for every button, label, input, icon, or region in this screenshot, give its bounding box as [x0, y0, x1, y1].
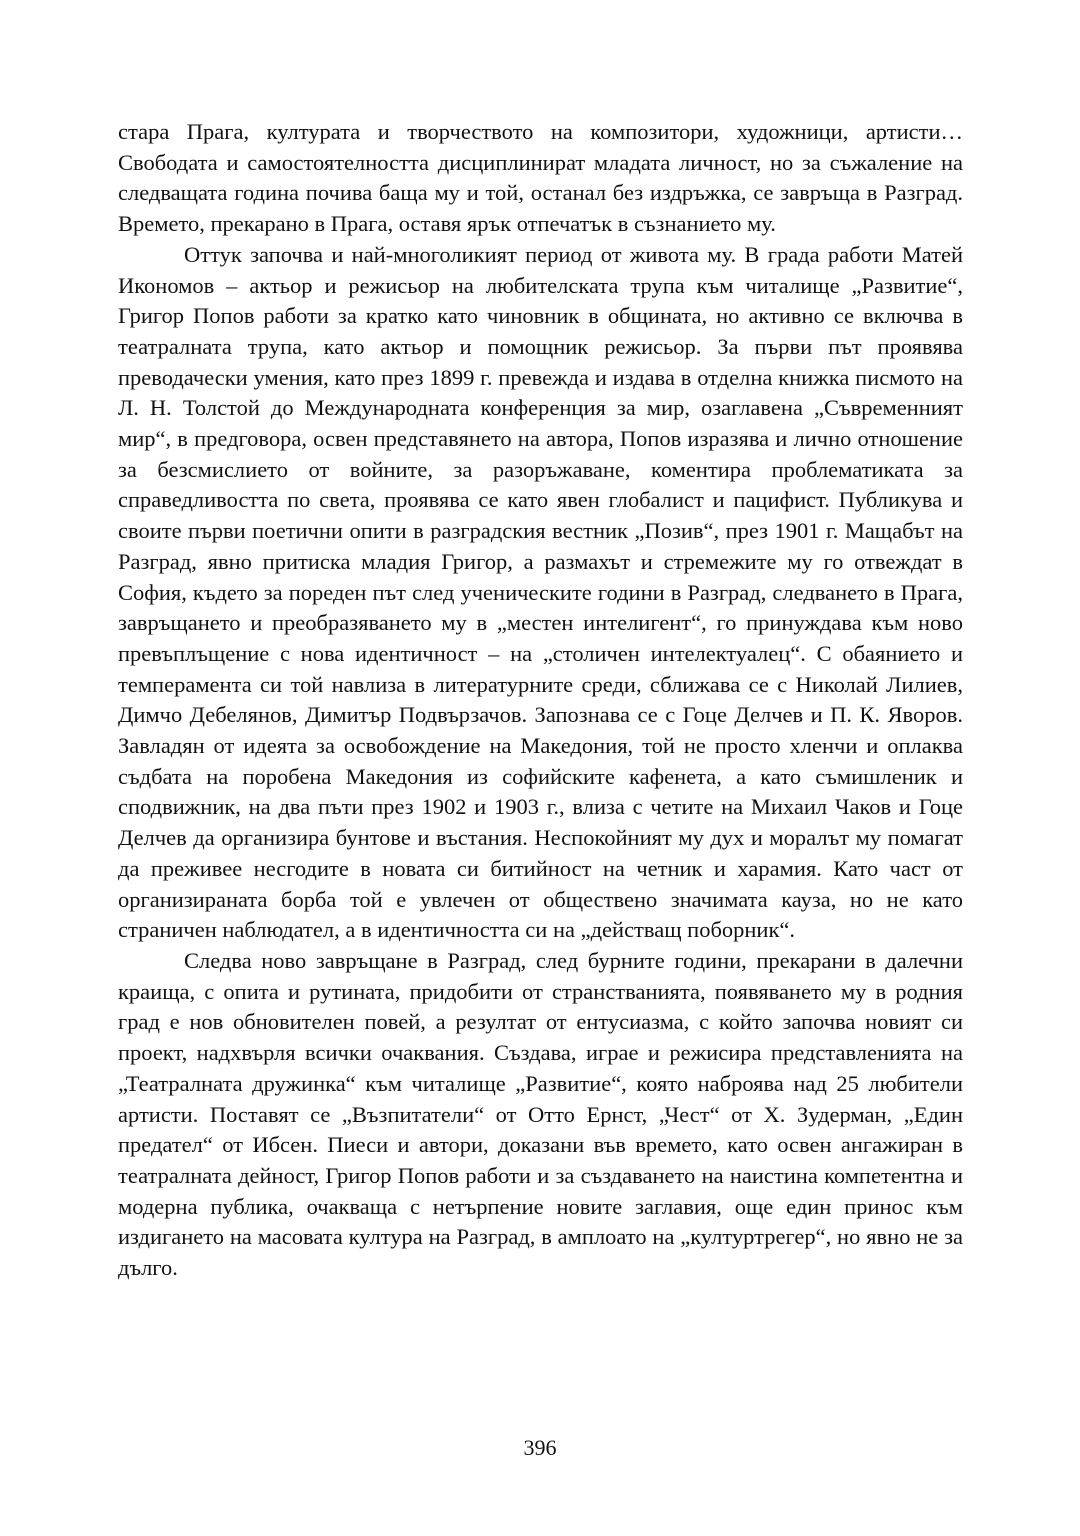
page-number: 396: [523, 1435, 557, 1460]
paragraph-multifaceted-period: Оттук започва и най-многоликият период от живота му. В града работи Матей Икономов – актьор и режисьор на любителската трупа към читалище „Развитие“, Григор Попов работи за кратко като чиновник в общината, но активно се включва в театралната трупа, като актьор и помощник режисьор. За първи път проявява преводачески умения, като през 1899 г. превежда и издава в отделна книжка писмото на Л. Н. Толстой до Международната конференция за мир, озаглавена „Съвременният мир“, в предговора, освен представянето на автора, Попов изразява и лично отношение за безсмислието от войните, за разоръжаване, коментира проблематиката за справедливостта по света, проявява се като явен глобалист и пацифист. Публикува и своите първи поетични опити в разградския вестник „Позив“, през 1901 г. Мащабът на Разград, явно притиска младия Григор, а размахът и стремежите му го отвеждат в София, където за пореден път след ученическите години в Разград, следването в Прага, завръщането и преобразяването му в „местен интелигент“, го принуждава към ново превъплъщение с нова идентичност – на „столичен интелектуалец“. С обаянието и темперамента си той навлиза в литературните среди, сближава се с Николай Лилиев, Димчо Дебелянов, Димитър Подвързачов. Запознава се с Гоце Делчев и П. К. Яворов. Завладян от идеята за освобождение на Македония, той не просто хленчи и оплаква съдбата на поробена Македония из софийските кафенета, а като съмишленик и сподвижник, на два пъти през 1902 и 1903 г., влиза с четите на Михаил Чаков и Гоце Делчев да организира бунтове и въстания. Неспокойният му дух и моралът му помагат да преживее несгодите в новата си битийност на четник и харамия. Като част от организираната борба той е увлечен от обществено значимата кауза, но не като страничен наблюдател, а в идентичността си на „действащ поборник“.: [118, 241, 963, 943]
page-body: [118, 117, 963, 1284]
paragraph-return-to-razgrad: Следва ново завръщане в Разград, след бурните години, прекарани в далечни краища, с опита и рутината, придобити от странстванията, появяването му в родния град е нов обновителен повей, а резултат от ентусиазма, с който започва новият си проект, надхвърля всички очаквания. Създава, играе и режисира представленията на „Театралната дружинка“ към читалище „Развитие“, която наброява над 25 любители артисти. Поставят се „Възпитатели“ от Отто Ернст, „Чест“ от Х. Зудерман, „Един предател“ от Ибсен. Пиеси и автори, доказани във времето, като освен ангажиран в театралната дейност, Григор Попов работи и за създаването на наистина компетентна и модерна публика, очакваща с нетърпение новите заглавия, още един принос към издигането на масовата култура на Разград, в амплоато на „културтрегер“, но явно не за дълго.: [118, 947, 963, 1281]
paragraph-continuation: стара Прага, културата и творчеството на композитори, художници, артисти… Свободата и самостоятелността дисциплинират младата личност, но за съжаление на следващата година почива баща му и той, останал без издръжка, се завръща в Разград. Времето, прекарано в Прага, оставя ярък отпечатък в съзнанието му.: [118, 119, 963, 237]
